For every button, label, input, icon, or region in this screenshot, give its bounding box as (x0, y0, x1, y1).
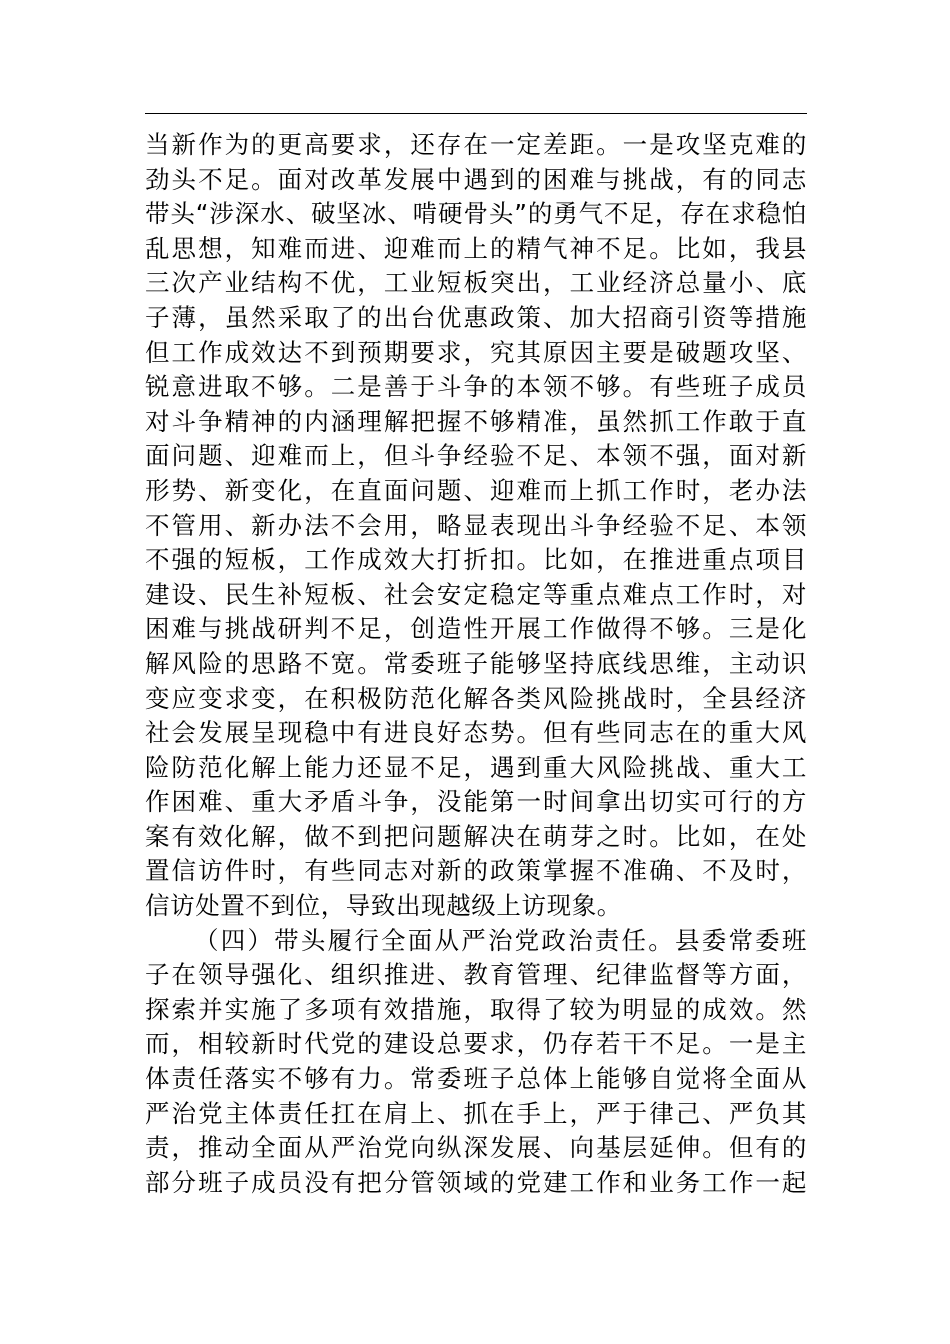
text-line: 面问题、迎难而上，但斗争经验不足、本领不强，面对新 (145, 441, 807, 471)
text-line: 建设、民生补短板、社会安定稳定等重点难点工作时，对 (145, 579, 807, 609)
text-line: 案有效化解，做不到把问题解决在萌芽之时。比如，在处 (145, 821, 807, 851)
text-line: 子在领导强化、组织推进、教育管理、纪律监督等方面， (145, 960, 807, 990)
text-line: 解风险的思路不宽。常委班子能够坚持底线思维，主动识 (145, 648, 807, 678)
text-line: 严治党主体责任扛在肩上、抓在手上，严于律己、严负其 (145, 1098, 807, 1128)
text-line: 部分班子成员没有把分管领域的党建工作和业务工作一起 (145, 1167, 807, 1197)
text-line: 但工作成效达不到预期要求，究其原因主要是破题攻坚、 (145, 337, 807, 367)
text-line: 三次产业结构不优，工业短板突出，工业经济总量小、底 (145, 268, 807, 298)
header-rule (145, 113, 807, 114)
text-line: 责，推动全面从严治党向纵深发展、向基层延伸。但有的 (145, 1133, 807, 1163)
text-line: 锐意进取不够。二是善于斗争的本领不够。有些班子成员 (145, 372, 807, 402)
text-line: 作困难、重大矛盾斗争，没能第一时间拿出切实可行的方 (145, 787, 807, 817)
text-line: 不管用、新办法不会用，略显表现出斗争经验不足、本领 (145, 510, 807, 540)
text-line: 乱思想，知难而进、迎难而上的精气神不足。比如，我县 (145, 233, 807, 263)
section-heading-line: （四）带头履行全面从严治党政治责任。县委常委班 (194, 925, 807, 955)
text-line: 带头“涉深水、破坚冰、啃硬骨头”的勇气不足，存在求稳怕 (145, 199, 807, 229)
text-line: 体责任落实不够有力。常委班子总体上能够自觉将全面从 (145, 1064, 807, 1094)
text-line: 社会发展呈现稳中有进良好态势。但有些同志在的重大风 (145, 718, 807, 748)
paragraph-end-line: 信访处置不到位，导致出现越级上访现象。 (145, 891, 622, 921)
text-line: 险防范化解上能力还显不足，遇到重大风险挑战、重大工 (145, 752, 807, 782)
text-line: 置信访件时，有些同志对新的政策掌握不准确、不及时， (145, 856, 807, 886)
text-line: 不强的短板，工作成效大打折扣。比如，在推进重点项目 (145, 545, 807, 575)
text-line: 对斗争精神的内涵理解把握不够精准，虽然抓工作敢于直 (145, 406, 807, 436)
text-line: 探索并实施了多项有效措施，取得了较为明显的成效。然 (145, 994, 807, 1024)
text-line: 变应变求变，在积极防范化解各类风险挑战时，全县经济 (145, 683, 807, 713)
document-body (145, 128, 807, 1200)
text-line: 当新作为的更高要求，还存在一定差距。一是攻坚克难的 (145, 130, 807, 159)
text-line: 困难与挑战研判不足，创造性开展工作做得不够。三是化 (145, 614, 807, 644)
text-line: 子薄，虽然采取了的出台优惠政策、加大招商引资等措施 (145, 302, 807, 332)
text-line: 劲头不足。面对改革发展中遇到的困难与挑战，有的同志 (145, 164, 807, 194)
text-line: 形势、新变化，在直面问题、迎难而上抓工作时，老办法 (145, 475, 807, 505)
text-line: 而，相较新时代党的建设总要求，仍存若干不足。一是主 (145, 1029, 807, 1059)
